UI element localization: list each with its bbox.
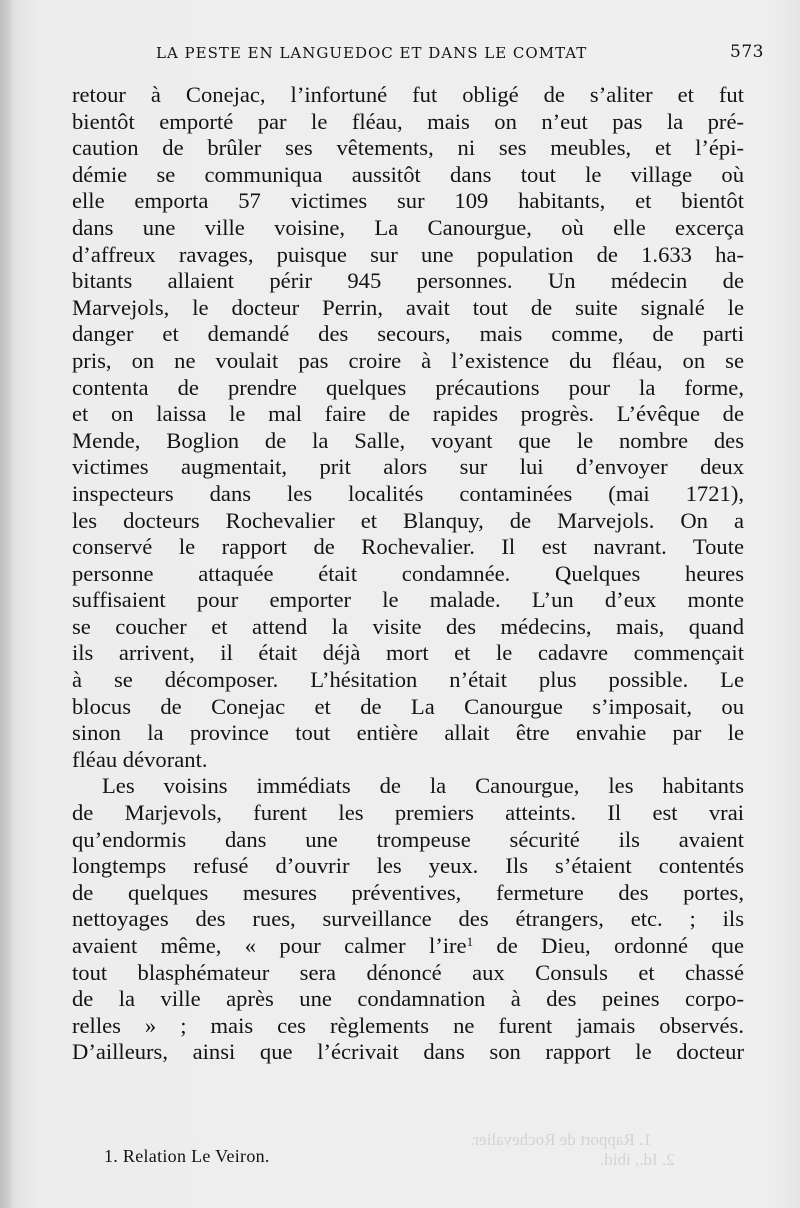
text-line: inspecteurs dans les localités contaminées (mai 1721), xyxy=(72,480,744,506)
bleed-through-text: 1. Rapport de Rochevalier. xyxy=(470,1130,652,1149)
text-line: retour à Conejac, l’infortuné fut obligé de s’aliter et fut xyxy=(72,82,744,107)
text-segment: avaient même, « pour calmer l’ire xyxy=(72,933,467,958)
text-line: blocus de Conejac et de La Canourgue s’imposait, ou xyxy=(72,693,744,719)
text-line: bitants allaient périr 945 personnes. Un médecin de xyxy=(72,268,744,294)
running-head: LA PESTE EN LANGUEDOC ET DANS LE COMTAT xyxy=(156,44,588,62)
text-line: à se décomposer. L’hésitation n’était plus possible. Le xyxy=(72,667,744,693)
text-line: contenta de prendre quelques précautions pour la forme, xyxy=(72,374,744,400)
page-number: 573 xyxy=(730,42,764,62)
text-line: danger et demandé des secours, mais comme, de parti xyxy=(72,321,744,347)
text-line: fléau dévorant. xyxy=(72,746,208,772)
text-segment: de Dieu, ordonné que xyxy=(473,933,744,958)
text-line: et on laissa le mal faire de rapides progrès. L’évêque de xyxy=(72,401,744,427)
spine-shadow xyxy=(0,0,14,1208)
text-line: se coucher et attend la visite des médecins, mais, quand xyxy=(72,613,744,639)
text-line: Mende, Boglion de la Salle, voyant que le nombre des xyxy=(72,427,744,453)
text-line: d’affreux ravages, puisque sur une population de 1.633 ha- xyxy=(72,241,744,267)
text-line: ils arrivent, il était déjà mort et le cadavre commençait xyxy=(72,640,744,666)
text-line: longtemps refusé d’ouvrir les yeux. Ils s’étaient contentés xyxy=(72,853,744,879)
text-line: victimes augmentait, prit alors sur lui d’envoyer deux xyxy=(72,454,744,480)
text-line: les docteurs Rochevalier et Blanquy, de Marvejols. On a xyxy=(72,507,744,533)
body-text xyxy=(72,82,744,1066)
text-line: démie se communiqua aussitôt dans tout le village où xyxy=(72,161,744,187)
text-line: bientôt emporté par le fléau, mais on n’eut pas la pré- xyxy=(72,108,744,134)
text-line: de la ville après une condamnation à des peines corpo- xyxy=(72,986,744,1012)
footnote: 1. Relation Le Veiron. xyxy=(104,1146,270,1166)
bleed-through-text: 2. Id., ibid. xyxy=(600,1150,675,1169)
text-line: nettoyages des rues, surveillance des étrangers, etc. ; ils xyxy=(72,906,744,932)
text-line: qu’endormis dans une trompeuse sécurité ils avaient xyxy=(72,826,744,852)
text-line: caution de brûler ses vêtements, ni ses meubles, et l’épi- xyxy=(72,135,744,161)
text-line-with-footnote-ref xyxy=(72,933,744,960)
text-line: personne attaquée était condamnée. Quelques heures xyxy=(72,560,744,586)
text-line: Les voisins immédiats de la Canourgue, les habitants xyxy=(102,773,744,799)
text-line: sinon la province tout entière allait être envahie par le xyxy=(72,720,744,746)
text-line: elle emporta 57 victimes sur 109 habitants, et bientôt xyxy=(72,188,744,214)
text-line: Marvejols, le docteur Perrin, avait tout de suite signalé le xyxy=(72,294,744,320)
text-line: de Marjevols, furent les premiers atteints. Il est vrai xyxy=(72,800,744,826)
text-line: dans une ville voisine, La Canourgue, où elle excerça xyxy=(72,214,744,240)
text-line: conservé le rapport de Rochevalier. Il est navrant. Toute xyxy=(72,534,744,560)
text-line: de quelques mesures préventives, fermeture des portes, xyxy=(72,879,744,905)
text-line: tout blasphémateur sera dénoncé aux Consuls et chassé xyxy=(72,959,744,985)
footnote-reference: 1 xyxy=(466,934,474,949)
text-line: relles » ; mais ces règlements ne furent jamais observés. xyxy=(72,1012,744,1038)
text-line: pris, on ne voulait pas croire à l’existence du fléau, on se xyxy=(72,347,744,373)
text-line: D’ailleurs, ainsi que l’écrivait dans son rapport le docteur xyxy=(72,1039,744,1065)
text-line: suffisaient pour emporter le malade. L’un d’eux monte xyxy=(72,587,744,613)
